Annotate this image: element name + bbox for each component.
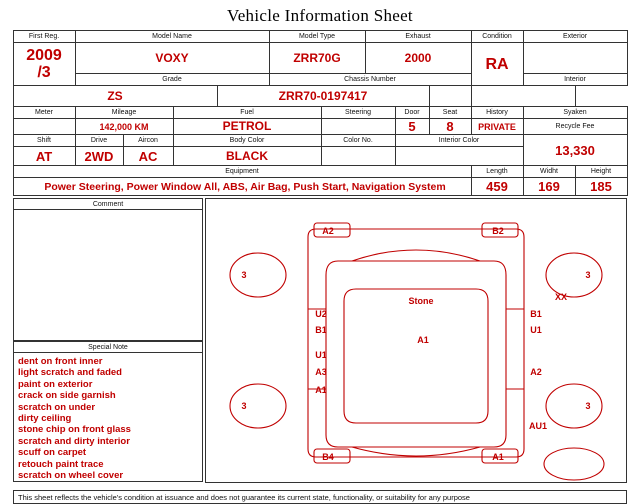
specs-header-row-1 — [13, 31, 627, 43]
width-value: 169 — [523, 178, 575, 196]
damage-mark: AU1 — [528, 421, 548, 431]
damage-mark: 3 — [241, 270, 247, 280]
damage-mark: U2 — [315, 309, 327, 319]
damage-mark: A2 — [322, 226, 334, 236]
steering-label: Steering — [321, 107, 395, 119]
specs-value-row-2 — [13, 86, 627, 107]
damage-mark: A1 — [315, 385, 327, 395]
model-name-label: Model Name — [75, 31, 269, 43]
damage-mark: A2 — [530, 367, 542, 377]
grade-value: ZS — [13, 86, 217, 107]
lower-section — [13, 198, 627, 488]
equipment-header-row — [13, 166, 627, 178]
special-note-line: light scratch and faded — [18, 367, 122, 379]
specs-value-row-3 — [13, 119, 627, 135]
special-note-line: retouch paint trace — [18, 458, 104, 470]
special-note-line: scuff on carpet — [18, 447, 87, 459]
history-label: History — [471, 107, 523, 119]
comment-header: Comment — [13, 198, 203, 209]
damage-mark: 3 — [241, 401, 247, 411]
exterior-value — [523, 43, 627, 74]
comment-box — [13, 209, 203, 341]
damage-mark: A1 — [492, 452, 504, 462]
first-reg-value — [13, 43, 75, 86]
exhaust-value: 2000 — [365, 43, 471, 74]
interior-label: Interior — [523, 74, 627, 86]
damage-mark: U1 — [530, 325, 542, 335]
damage-mark: B1 — [315, 325, 327, 335]
width-label: Widht — [523, 166, 575, 178]
vehicle-damage-diagram — [205, 198, 627, 483]
recycle-fee-value: 13,330 — [523, 135, 627, 166]
mileage-value: 142,000 KM — [75, 119, 173, 135]
first-reg-year: 2009 — [26, 47, 62, 64]
specs-header-row-3 — [13, 107, 627, 119]
special-note-box — [13, 352, 203, 482]
specs-table — [13, 30, 628, 196]
interior-value — [471, 86, 575, 107]
fuel-value: PETROL — [173, 119, 321, 135]
length-label: Length — [471, 166, 523, 178]
interior-color-value — [395, 147, 523, 166]
damage-mark: 3 — [585, 270, 591, 280]
model-type-label: Model Type — [269, 31, 365, 43]
aircon-value: AC — [123, 147, 173, 166]
drive-label: Drive — [75, 135, 123, 147]
condition-label: Condition — [471, 31, 523, 43]
special-note-line: scratch on wheel cover — [18, 470, 124, 482]
equipment-label: Equipment — [13, 166, 471, 178]
steering-value — [321, 119, 395, 135]
vehicle-diagram-svg — [206, 199, 626, 482]
special-note-line: paint on exterior — [18, 378, 93, 390]
first-reg-month: /3 — [37, 64, 51, 81]
equipment-value-row — [13, 178, 627, 196]
aircon-label: Aircon — [123, 135, 173, 147]
specs-value-row-1 — [13, 43, 627, 74]
fuel-label: Fuel — [173, 107, 321, 119]
door-label: Door — [395, 107, 429, 119]
special-note-line: scratch and dirty interior — [18, 435, 130, 447]
exhaust-label: Exhaust — [365, 31, 471, 43]
footer-disclaimer: This sheet reflects the vehicle's condition at issuance and does not guarantee its current state, functionality, or suitability for any purpose — [13, 490, 627, 504]
special-note-header: Special Note — [13, 341, 203, 352]
grade-label: Grade — [75, 74, 269, 86]
color-no-value — [321, 147, 395, 166]
door-value: 5 — [395, 119, 429, 135]
damage-mark: A1 — [417, 335, 429, 345]
damage-mark: B4 — [322, 452, 334, 462]
condition-value: RA — [471, 43, 523, 86]
damage-mark: XX — [554, 292, 568, 302]
length-value: 459 — [471, 178, 523, 196]
recycle-fee-label: Recycle Fee — [523, 119, 627, 135]
special-note-line: stone chip on front glass — [18, 424, 131, 436]
page-title: Vehicle Information Sheet — [227, 6, 413, 25]
mileage-label: Mileage — [75, 107, 173, 119]
exterior-label: Exterior — [523, 31, 627, 43]
specs-header-row-4 — [13, 135, 627, 147]
color-no-label: Color No. — [321, 135, 395, 147]
meter-label: Meter — [13, 107, 75, 119]
condition-spacer — [429, 86, 471, 107]
damage-mark: U1 — [315, 350, 327, 360]
shift-value: AT — [13, 147, 75, 166]
height-label: Height — [575, 166, 627, 178]
seat-label: Seat — [429, 107, 471, 119]
model-type-value: ZRR70G — [269, 43, 365, 74]
left-column — [13, 198, 203, 483]
history-value: PRIVATE — [471, 119, 523, 135]
body-color-label: Body Color — [173, 135, 321, 147]
height-value: 185 — [575, 178, 627, 196]
chassis-value: ZRR70-0197417 — [217, 86, 429, 107]
special-note-line: dirty ceiling — [18, 413, 72, 425]
interior-color-label: Interior Color — [395, 135, 523, 147]
damage-mark: B2 — [492, 226, 504, 236]
chassis-label: Chassis Number — [269, 74, 471, 86]
special-note-line: crack on side garnish — [18, 390, 116, 402]
special-note-line: scratch on under — [18, 401, 96, 413]
drive-value: 2WD — [75, 147, 123, 166]
model-name-value: VOXY — [75, 43, 269, 74]
equipment-value: Power Steering, Power Window All, ABS, Air Bag, Push Start, Navigation System — [13, 178, 471, 196]
syaken-label: Syaken — [523, 107, 627, 119]
damage-mark: A3 — [315, 367, 327, 377]
shift-label: Shift — [13, 135, 75, 147]
meter-value — [13, 119, 75, 135]
damage-mark: B1 — [530, 309, 542, 319]
body-color-value: BLACK — [173, 147, 321, 166]
seat-value: 8 — [429, 119, 471, 135]
specs-header-row-2 — [13, 74, 627, 86]
damage-mark: Stone — [408, 296, 434, 306]
first-reg-label: First Reg. — [13, 31, 75, 43]
special-note-line: dent on front inner — [18, 356, 103, 367]
damage-mark: 3 — [585, 401, 591, 411]
